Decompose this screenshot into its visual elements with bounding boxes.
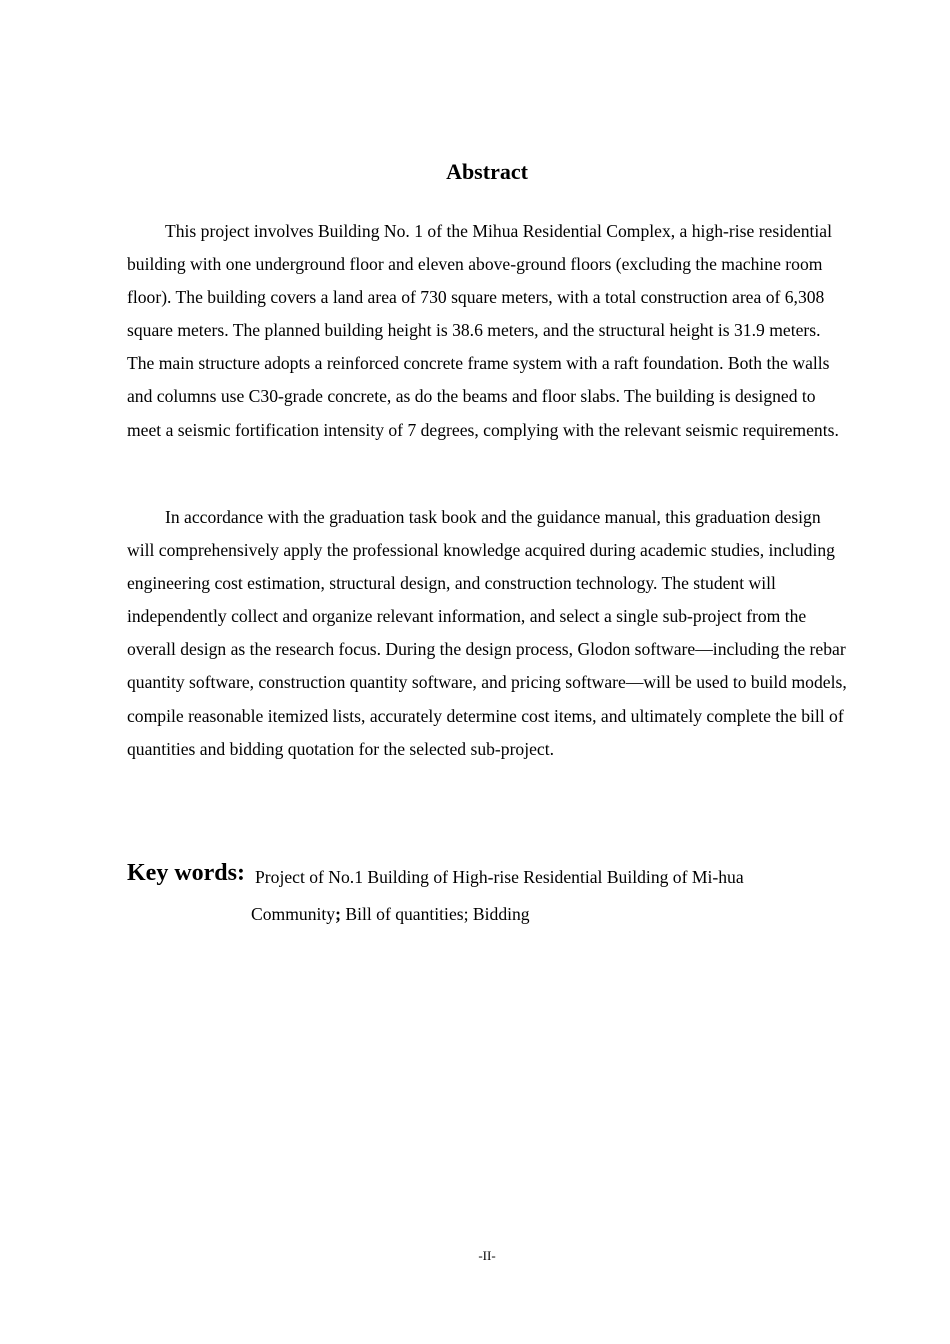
abstract-paragraph-2: In accordance with the graduation task book and the guidance manual, this graduation design will comprehensively apply the professional knowledge acquired during academic studies, including engineering cost estimation, structural design, and construction technology. The student will independently collect and organize relevant information, and select a single sub-project from the overall design as the research focus. During the design process, Glodon software—including the rebar quantity software, construction quantity software, and pricing software—will be used to build models, compile reasonable itemized lists, accurately determine cost items, and ultimately complete the bill of quantities and bidding quotation for the selected sub-project. bbox=[127, 507, 847, 759]
keyword-separator: ; bbox=[463, 904, 469, 924]
keywords-label: Key words: bbox=[127, 860, 245, 886]
keyword-item: Bill of quantities bbox=[345, 904, 464, 924]
keywords-list bbox=[251, 859, 811, 933]
keyword-item: Bidding bbox=[472, 904, 530, 924]
abstract-title: Abstract bbox=[446, 159, 528, 184]
keyword-separator: ; bbox=[335, 904, 341, 924]
page-number: -II- bbox=[478, 1248, 496, 1263]
keyword-item: Project of No.1 Building of High-rise Residential Building of Mi-hua Community bbox=[251, 867, 744, 924]
abstract-paragraph-1: This project involves Building No. 1 of the Mihua Residential Complex, a high-rise residential building with one underground floor and eleven above-ground floors (excluding the machine room floor). The building covers a land area of 730 square meters, with a total construction area of 6,308 square meters. The planned building height is 38.6 meters, and the structural height is 31.9 meters. The main structure adopts a reinforced concrete frame system with a raft foundation. Both the walls and columns use C30-grade concrete, as do the beams and floor slabs. The building is designed to meet a seismic fortification intensity of 7 degrees, complying with the relevant seismic requirements. bbox=[127, 221, 839, 440]
